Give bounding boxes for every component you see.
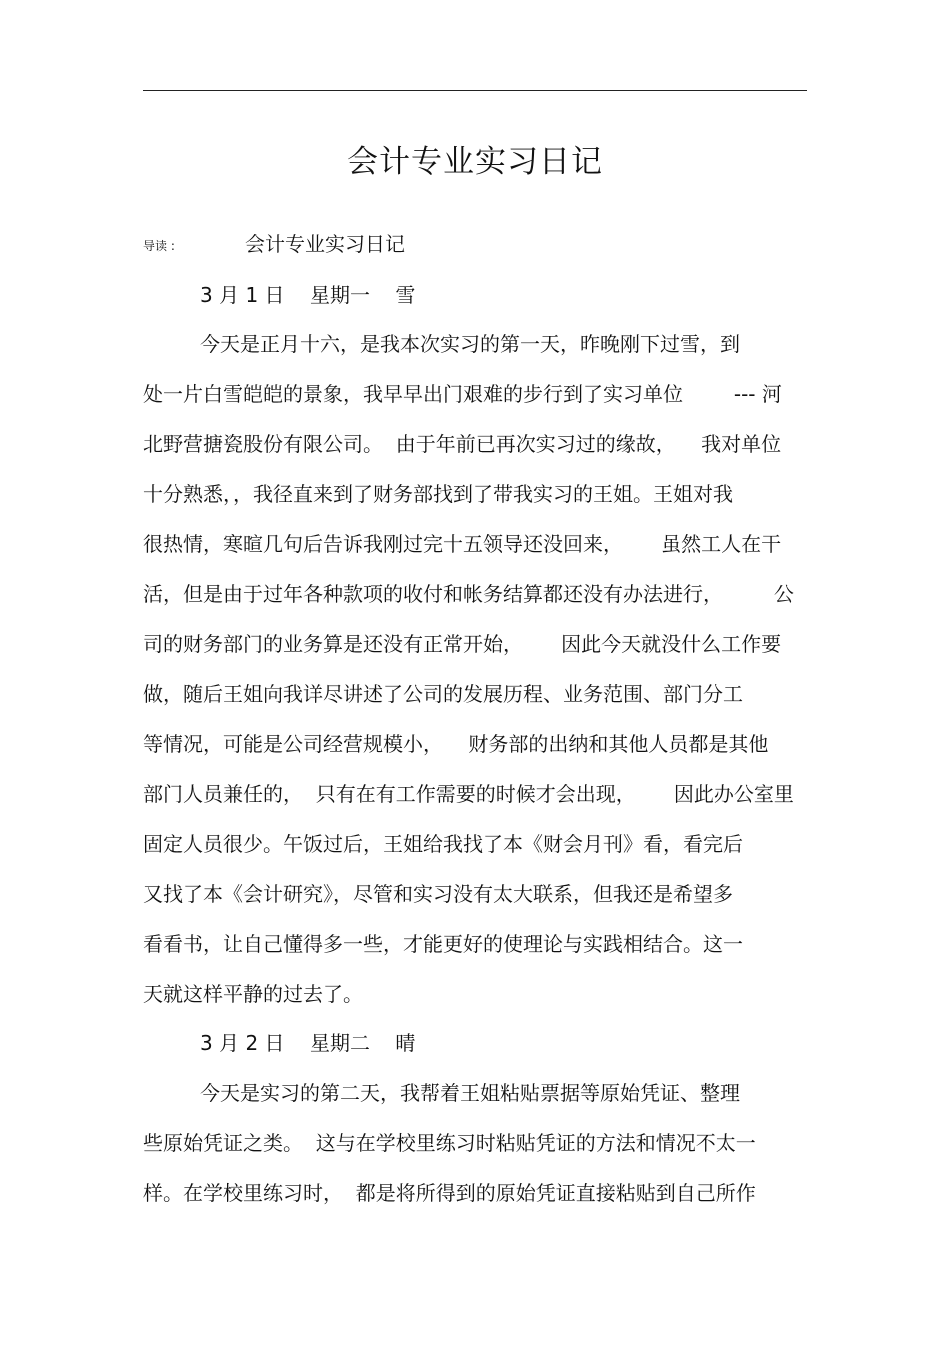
body-line: 十分熟悉，，我径直来到了财务部找到了带我实习的王姐。王姐对我 <box>143 482 733 506</box>
body-line: 又找了本《会计研究》，尽管和实习没有太大联系，但我还是希望多 <box>143 882 733 906</box>
body-line: 很热情，寒暄几句后告诉我刚过完十五领导还没回来， 虽然工人在干 <box>143 532 782 556</box>
intro-text: 会计专业实习日记 <box>245 232 405 256</box>
body-line: 些原始凭证之类。 这与在学校里练习时粘贴凭证的方法和情况不太一 <box>143 1131 756 1155</box>
body-line: 固定人员很少。午饭过后，王姐给我找了本《财会月刊》看，看完后 <box>143 832 743 856</box>
body-line: 样。在学校里练习时， 都是将所得到的原始凭证直接粘贴到自己所作 <box>143 1181 756 1205</box>
body-line: 天就这样平静的过去了。 <box>143 982 363 1006</box>
body-line: 看看书，让自己懂得多一些，才能更好的使理论与实践相结合。这一 <box>143 932 743 956</box>
intro-row <box>143 230 807 260</box>
entry-date: 3 月 1 日 星期一 雪 <box>200 283 416 307</box>
entry-date: 3 月 2 日 星期二 晴 <box>200 1031 416 1055</box>
intro-label: 导读 : <box>143 239 175 253</box>
document-title: 会计专业实习日记 <box>347 144 603 180</box>
body-line: 今天是实习的第二天，我帮着王姐粘贴票据等原始凭证、整理 <box>200 1081 740 1105</box>
body-line: 北野营搪瓷股份有限公司。 由于年前已再次实习过的缘故， 我对单位 <box>143 432 782 456</box>
body-line: 活，但是由于过年各种款项的收付和帐务结算都还没有办法进行， 公 <box>143 582 794 606</box>
body-line: 等情况，可能是公司经营规模小， 财务部的出纳和其他人员都是其他 <box>143 732 769 756</box>
body-line: 司的财务部门的业务算是还没有正常开始， 因此今天就没什么工作要 <box>143 632 782 656</box>
body-line: 部门人员兼任的， 只有在有工作需要的时候才会出现， 因此办公室里 <box>143 782 794 806</box>
body-line: 今天是正月十六，是我本次实习的第一天，昨晚刚下过雪，到 <box>200 332 740 356</box>
body-line: 处一片白雪皑皑的景象，我早早出门艰难的步行到了实习单位 --- 河 <box>143 382 782 406</box>
top-rule <box>143 90 807 91</box>
body-line: 做，随后王姐向我详尽讲述了公司的发展历程、业务范围、部门分工 <box>143 682 743 706</box>
